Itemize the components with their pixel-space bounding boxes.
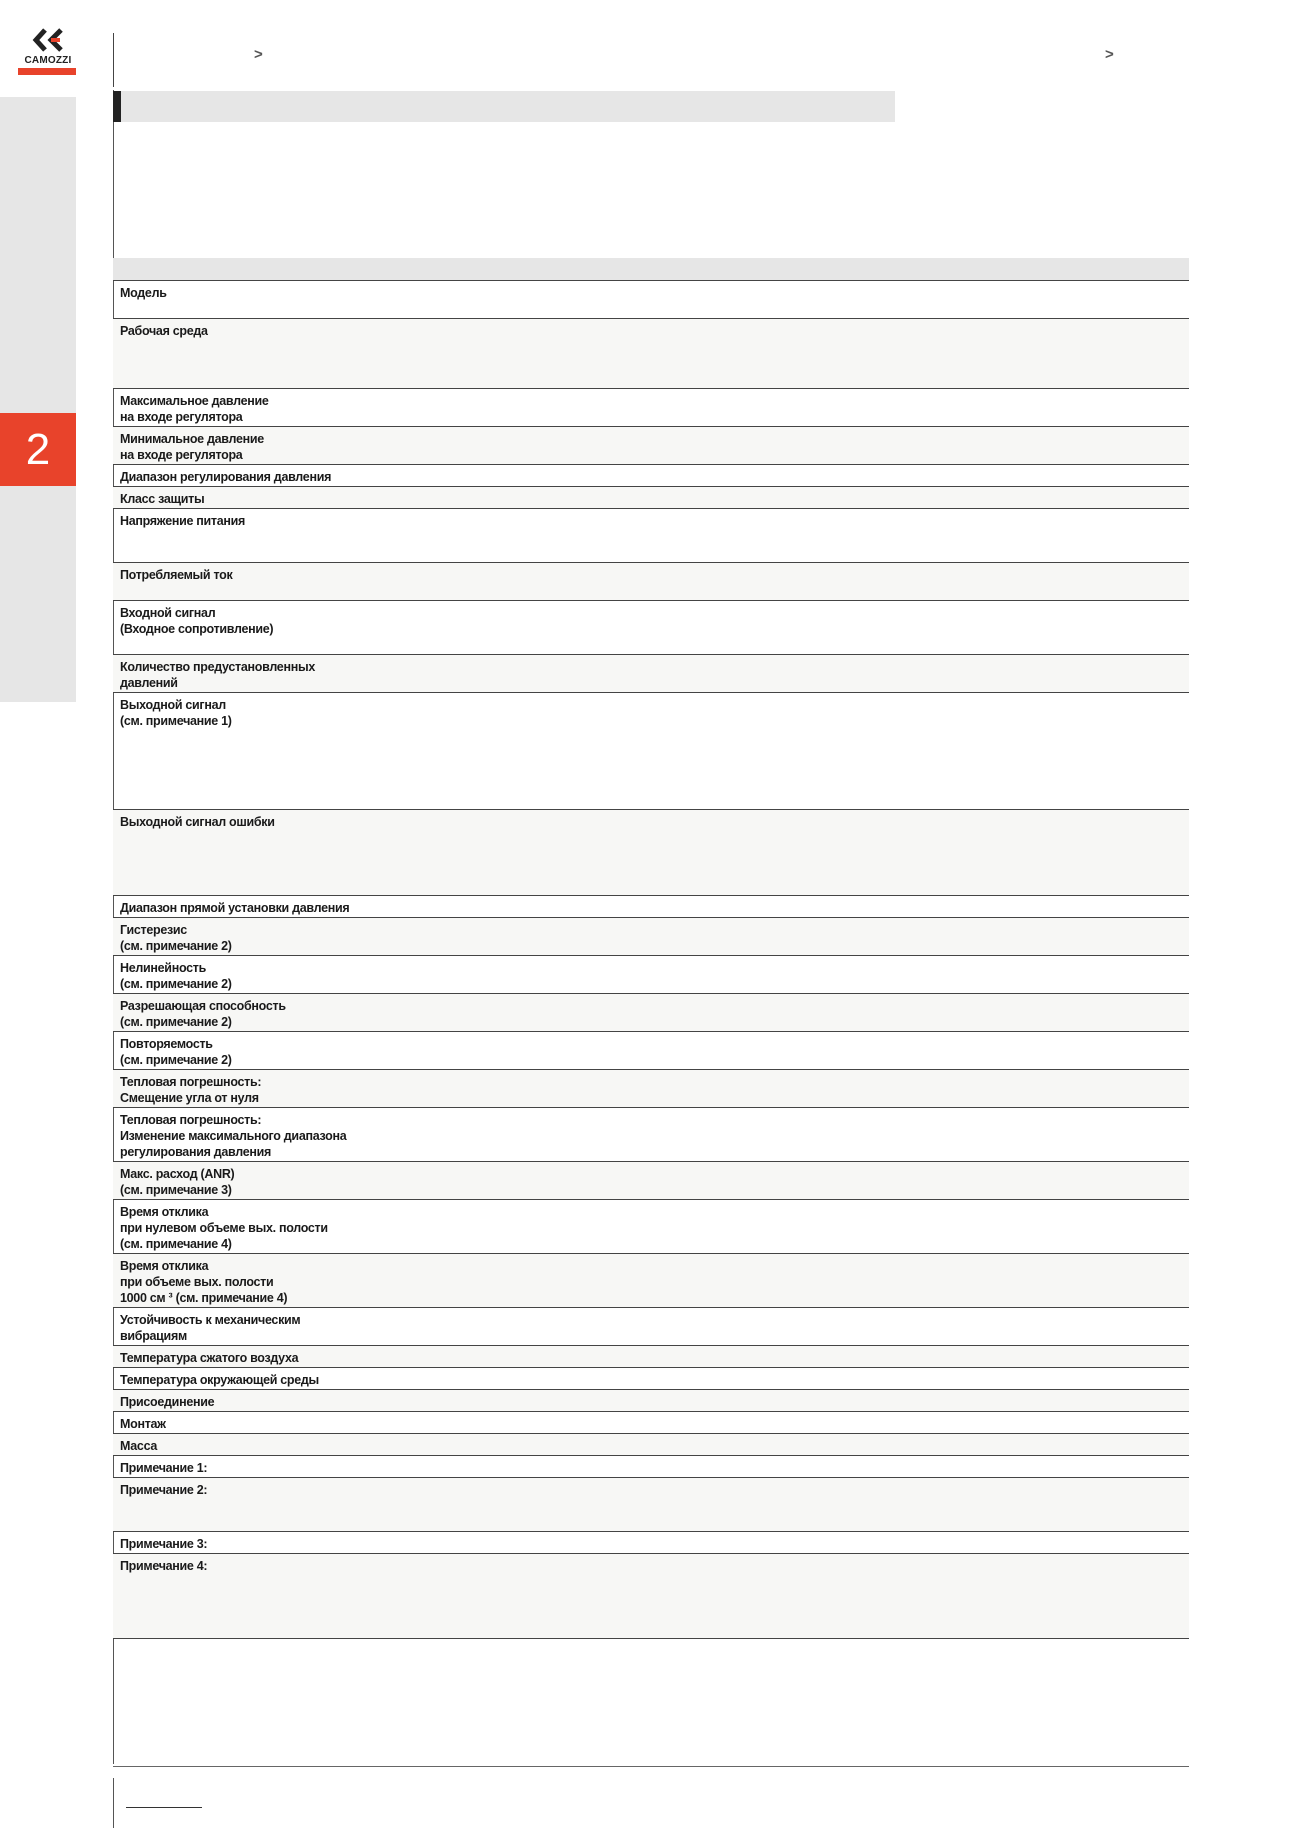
row-label: Нелинейность (см. примечание 2) xyxy=(120,961,232,991)
table-row xyxy=(113,426,1189,464)
logo-bar xyxy=(18,68,76,75)
row-label: Рабочая среда xyxy=(120,324,208,338)
side-strip xyxy=(0,97,76,702)
header-divider xyxy=(113,33,114,87)
row-label: Потребляемый ток xyxy=(120,568,233,582)
row-label: Температура окружающей среды xyxy=(120,1373,319,1387)
table-row xyxy=(113,1367,1189,1389)
table-row xyxy=(113,1433,1189,1455)
table-row xyxy=(113,1031,1189,1069)
section-header-bar xyxy=(113,91,895,122)
row-label: Минимальное давление на входе регулятора xyxy=(120,432,264,462)
row-label: Гистерезис (см. примечание 2) xyxy=(120,923,232,953)
row-label: Повторяемость (см. примечание 2) xyxy=(120,1037,232,1067)
table-row xyxy=(113,955,1189,993)
table-row xyxy=(113,1069,1189,1107)
spec-table-bottom-rule xyxy=(113,1638,1189,1639)
camozzi-logo xyxy=(18,28,78,76)
page-bottom-rule xyxy=(113,1766,1189,1767)
row-label: Выходной сигнал (см. примечание 1) xyxy=(120,698,232,728)
footer-divider xyxy=(113,1778,114,1828)
row-label: Диапазон прямой установки давления xyxy=(120,901,350,915)
table-row xyxy=(113,993,1189,1031)
table-row xyxy=(113,508,1189,562)
table-row xyxy=(113,1455,1189,1477)
table-row xyxy=(113,654,1189,692)
row-label: Тепловая погрешность: Изменение максимального диапазона регулирования давления xyxy=(120,1113,347,1159)
table-row xyxy=(113,388,1189,426)
table-row xyxy=(113,486,1189,508)
table-row xyxy=(113,1411,1189,1433)
row-label: Выходной сигнал ошибки xyxy=(120,815,275,829)
row-label: Температура сжатого воздуха xyxy=(120,1351,299,1365)
table-row xyxy=(113,1253,1189,1307)
table-row xyxy=(113,809,1189,895)
row-label: Модель xyxy=(120,286,167,300)
row-label: Тепловая погрешность: Смещение угла от нуля xyxy=(120,1075,262,1105)
breadcrumb-separator-right: > xyxy=(1105,46,1114,63)
table-row xyxy=(113,1389,1189,1411)
table-row xyxy=(113,1345,1189,1367)
table-row xyxy=(113,1307,1189,1345)
table-row xyxy=(113,562,1189,600)
section-header-accent xyxy=(113,91,121,122)
row-label: Устойчивость к механическим вибрациям xyxy=(120,1313,301,1343)
table-row xyxy=(113,895,1189,917)
row-label: Макс. расход (ANR) (см. примечание 3) xyxy=(120,1167,235,1197)
row-label: Примечание 1: xyxy=(120,1461,208,1475)
table-row xyxy=(113,1161,1189,1199)
footer-line xyxy=(126,1807,202,1808)
chapter-number: 2 xyxy=(25,424,51,474)
table-row xyxy=(113,1199,1189,1253)
table-row xyxy=(113,917,1189,955)
row-label: Примечание 4: xyxy=(120,1559,208,1573)
chapter-tab[interactable] xyxy=(0,413,76,486)
table-row xyxy=(113,1107,1189,1161)
table-row xyxy=(113,1477,1189,1531)
row-label: Масса xyxy=(120,1439,158,1453)
breadcrumb-separator-left: > xyxy=(254,46,263,63)
table-row xyxy=(113,1531,1189,1553)
row-label: Напряжение питания xyxy=(120,514,246,528)
camozzi-logo-icon xyxy=(32,28,64,52)
logo-wordmark: CAMOZZI xyxy=(24,55,72,66)
spec-table-header xyxy=(113,258,1189,280)
table-row xyxy=(113,1553,1189,1638)
row-label: Класс защиты xyxy=(120,492,205,506)
row-label: Примечание 3: xyxy=(120,1537,208,1551)
row-label: Диапазон регулирования давления xyxy=(120,470,332,484)
table-row xyxy=(113,318,1189,388)
table-row xyxy=(113,464,1189,486)
row-label: Входной сигнал (Входное сопротивление) xyxy=(120,606,274,636)
row-label: Максимальное давление на входе регулятора xyxy=(120,394,269,424)
row-label: Разрешающая способность (см. примечание 2) xyxy=(120,999,286,1029)
table-row xyxy=(113,692,1189,809)
row-label: Присоединение xyxy=(120,1395,215,1409)
row-label: Время отклика при объеме вых. полости 1000 см ³ (см. примечание 4) xyxy=(120,1259,288,1305)
row-label: Примечание 2: xyxy=(120,1483,208,1497)
row-label: Количество предустановленных давлений xyxy=(120,660,315,690)
row-label: Монтаж xyxy=(120,1417,166,1431)
table-row xyxy=(113,280,1189,318)
row-label: Время отклика при нулевом объеме вых. полости (см. примечание 4) xyxy=(120,1205,328,1251)
spec-table xyxy=(113,280,1189,1638)
table-row xyxy=(113,600,1189,654)
